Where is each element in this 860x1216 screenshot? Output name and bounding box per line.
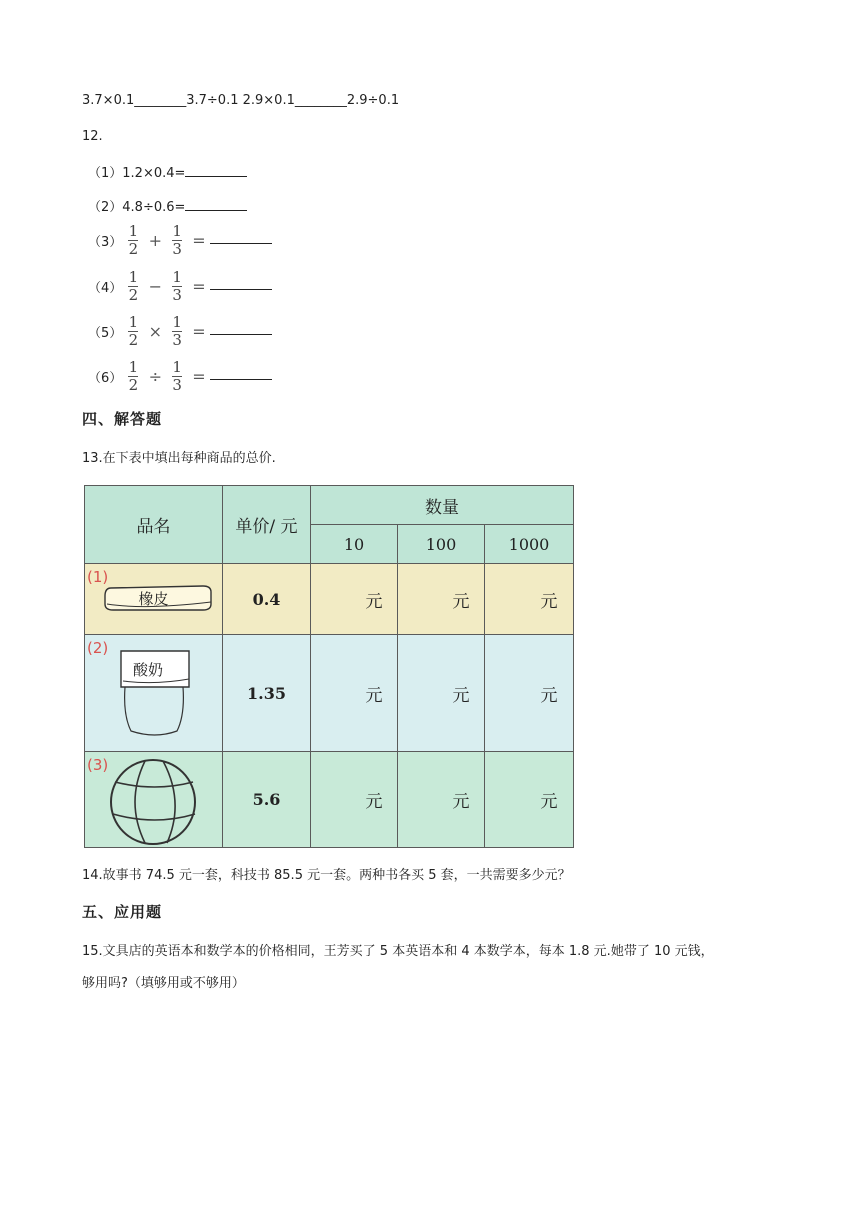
header-quantity: 数量	[310, 485, 574, 525]
q12-item-2	[88, 196, 247, 215]
item-expr: 1.2×0.4=	[122, 166, 186, 181]
item-label: （3）	[88, 235, 123, 250]
equals-sign: =	[192, 367, 206, 386]
header-qty-10: 10	[310, 524, 398, 564]
q12-number: 12.	[82, 129, 103, 144]
q15-line-2: 够用吗?（填够用或不够用）	[82, 976, 245, 991]
row2-item-cell	[84, 634, 223, 752]
price-table	[84, 485, 574, 848]
operator: −	[148, 277, 162, 296]
q14-text: 14.故事书 74.5 元一套，科技书 85.5 元一套。两种书各买 5 套，一共需要多少元？	[82, 868, 571, 883]
fraction: $\frac{1}{3}$	[172, 313, 182, 349]
row2-total-10[interactable]: 元	[310, 634, 398, 752]
row-tag: (2)	[87, 639, 109, 657]
answer-blank[interactable]	[210, 322, 272, 335]
q12-item-3	[88, 224, 272, 257]
operator: ÷	[148, 367, 162, 386]
section-heading-5: 五、应用题	[82, 903, 163, 921]
row3-total-10[interactable]: 元	[310, 751, 398, 848]
row2-total-1000[interactable]: 元	[484, 634, 574, 752]
item-label: （6）	[88, 371, 123, 386]
fraction: $\frac{1}{2}$	[128, 313, 139, 349]
item-label: 橡皮	[138, 589, 169, 608]
answer-blank[interactable]	[185, 198, 247, 211]
answer-blank[interactable]	[210, 367, 272, 380]
row3-item-cell	[84, 751, 223, 848]
q15-line-1: 15.文具店的英语本和数学本的价格相同，王芳买了 5 本英语本和 4 本数学本，每本 1.8 元.她带了 10 元钱，	[82, 944, 714, 959]
operator: +	[148, 231, 162, 250]
row1-total-10[interactable]: 元	[310, 563, 398, 635]
row3-price: 5.6	[222, 751, 311, 848]
fraction: $\frac{1}{3}$	[172, 222, 182, 258]
section-heading-4: 四、解答题	[82, 410, 163, 428]
fraction: $\frac{1}{2}$	[128, 358, 139, 394]
item-label: 酸奶	[133, 661, 164, 679]
answer-blank[interactable]	[185, 164, 247, 177]
q12-item-4	[88, 270, 272, 303]
answer-blank[interactable]	[210, 231, 272, 244]
equals-sign: =	[192, 322, 206, 341]
row3-total-1000[interactable]: 元	[484, 751, 574, 848]
answer-blank[interactable]	[210, 277, 272, 290]
header-qty-1000: 1000	[484, 524, 574, 564]
fraction: $\frac{1}{3}$	[172, 358, 182, 394]
row-tag: (3)	[87, 756, 109, 774]
row1-total-1000[interactable]: 元	[484, 563, 574, 635]
q12-item-1	[88, 162, 247, 181]
item-label: （5）	[88, 326, 123, 341]
q11-line: 3.7×0.1________3.7÷0.1 2.9×0.1________2.9÷0.1	[82, 93, 400, 108]
item-expr: 4.8÷0.6=	[122, 200, 186, 215]
equals-sign: =	[192, 277, 206, 296]
fraction: $\frac{1}{2}$	[128, 268, 139, 304]
q12-item-6	[88, 360, 272, 393]
operator: ×	[148, 322, 162, 341]
row2-total-100[interactable]: 元	[397, 634, 485, 752]
row3-total-100[interactable]: 元	[397, 751, 485, 848]
row-tag: (1)	[87, 568, 109, 586]
item-label: （2）	[88, 200, 123, 215]
header-qty-100: 100	[397, 524, 485, 564]
header-name: 品名	[84, 485, 223, 564]
header-price: 单价/ 元	[222, 485, 311, 564]
item-label: （4）	[88, 281, 123, 296]
fraction: $\frac{1}{2}$	[128, 222, 139, 258]
q12-item-5	[88, 315, 272, 348]
row1-total-100[interactable]: 元	[397, 563, 485, 635]
row1-price: 0.4	[222, 563, 311, 635]
item-label: （1）	[88, 166, 123, 181]
q13-text: 13.在下表中填出每种商品的总价.	[82, 451, 276, 466]
row2-price: 1.35	[222, 634, 311, 752]
equals-sign: =	[192, 231, 206, 250]
row1-item-cell	[84, 563, 223, 635]
fraction: $\frac{1}{3}$	[172, 268, 182, 304]
